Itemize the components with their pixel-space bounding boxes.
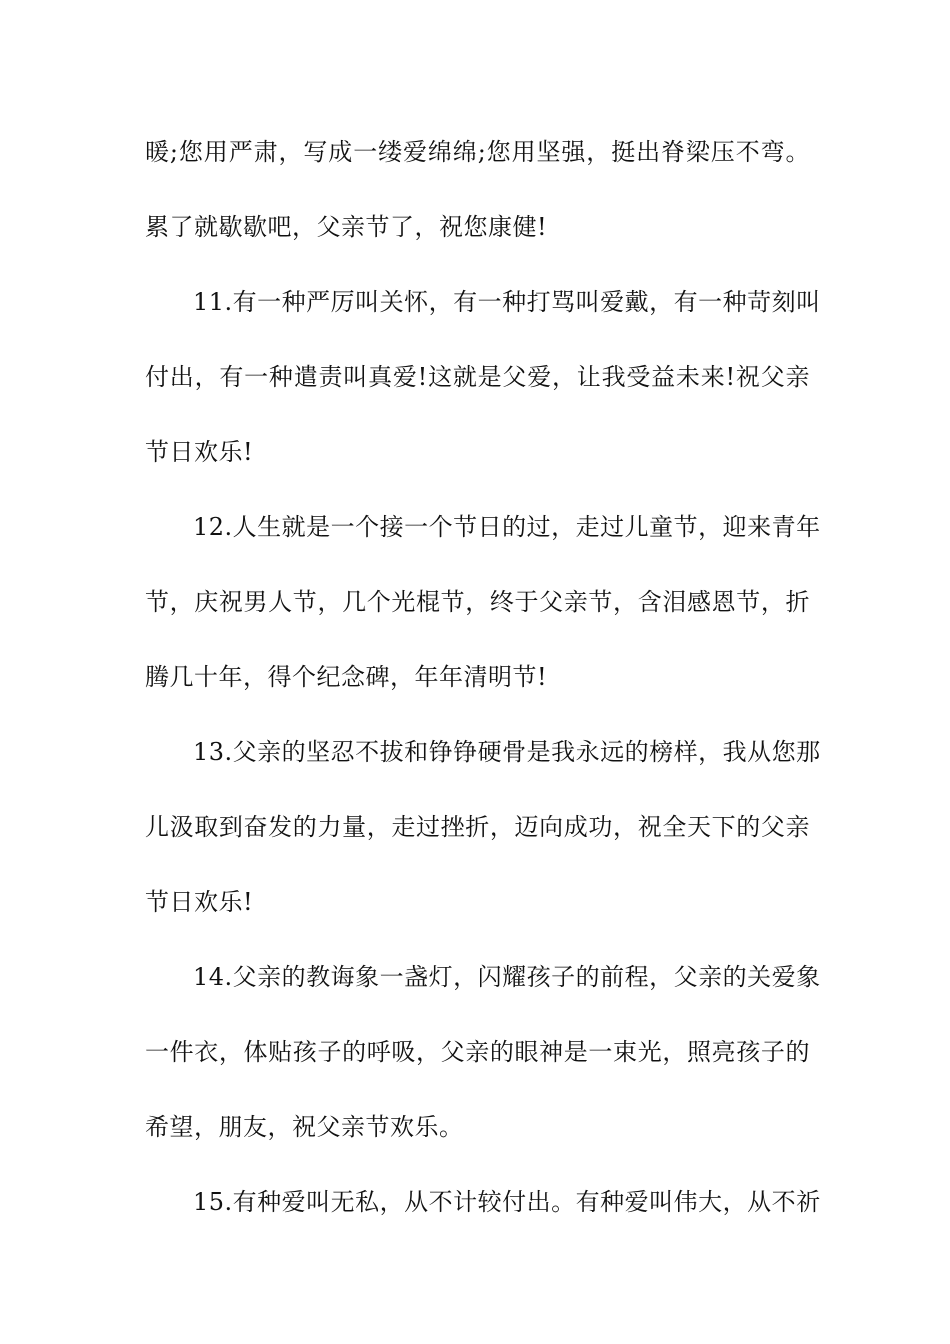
- paragraph-14-line: 一件衣，体贴孩子的呼吸，父亲的眼神是一束光，照亮孩子的: [145, 1038, 810, 1066]
- paragraph-13-line: 儿汲取到奋发的力量，走过挫折，迈向成功，祝全天下的父亲: [145, 813, 810, 841]
- text-line: 暖;您用严肃，写成一缕爱绵绵;您用坚强，挺出脊梁压不弯。: [145, 138, 810, 166]
- text-line: 累了就歇歇吧，父亲节了，祝您康健!: [145, 213, 548, 241]
- paragraph-11-line: 付出，有一种遣责叫真爱!这就是父爱，让我受益未来!祝父亲: [145, 363, 810, 391]
- paragraph-14-line: 14.父亲的教诲象一盏灯，闪耀孩子的前程，父亲的关爱象: [193, 963, 821, 991]
- paragraph-13-line: 节日欢乐!: [145, 888, 254, 916]
- paragraph-11-line: 节日欢乐!: [145, 438, 254, 466]
- paragraph-11-line: 11.有一种严厉叫关怀，有一种打骂叫爱戴，有一种苛刻叫: [193, 288, 821, 316]
- paragraph-13-line: 13.父亲的坚忍不拔和铮铮硬骨是我永远的榜样，我从您那: [193, 738, 821, 766]
- paragraph-12-line: 节，庆祝男人节，几个光棍节，终于父亲节，含泪感恩节，折: [145, 588, 810, 616]
- paragraph-14-line: 希望，朋友，祝父亲节欢乐。: [145, 1113, 464, 1141]
- paragraph-12-line: 腾几十年，得个纪念碑，年年清明节!: [145, 663, 548, 691]
- paragraph-12-line: 12.人生就是一个接一个节日的过，走过儿童节，迎来青年: [193, 513, 821, 541]
- paragraph-15-line: 15.有种爱叫无私，从不计较付出。有种爱叫伟大，从不祈: [193, 1188, 821, 1216]
